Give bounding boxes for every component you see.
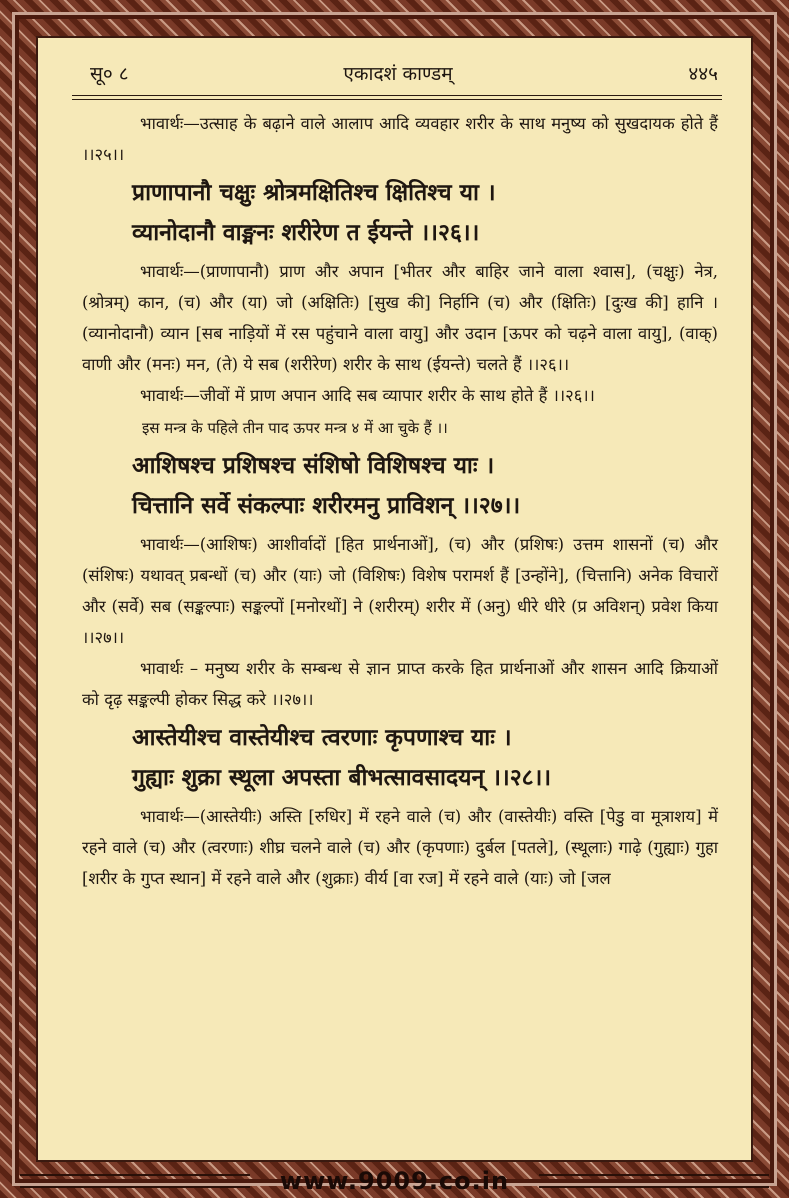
mantra-verse: आशिषश्च प्रशिषश्च संशिषो विशिषश्च याः ।	[132, 452, 495, 479]
header-rule	[72, 95, 722, 100]
page-body	[82, 108, 718, 894]
commentary-paragraph: भावार्थः – मनुष्य शरीर के सम्बन्ध से ज्ञान प्राप्त करके हित प्रार्थनाओं और शासन आदि क्रियाओं को दृढ़ सङ्कल्पी होकर सिद्ध करे ।।२७।।	[82, 659, 718, 709]
mantra-verse: आस्तेयीश्च वास्तेयीश्च त्वरणाः कृपणाश्च याः ।	[132, 724, 512, 751]
mantra-verse: व्यानोदानौ वाङ्मनः शरीरेण त ईयन्ते ।।२६।।	[132, 219, 480, 246]
editorial-note: इस मन्त्र के पहिले तीन पाद ऊपर मन्त्र ४ में आ चुके हैं ।।	[142, 419, 448, 437]
sutra-number: सू० ८	[90, 63, 129, 85]
mantra-verse: गुह्याः शुक्रा स्थूला अपस्ता बीभत्सावसादयन् ।।२८।।	[132, 764, 552, 791]
page-header	[78, 56, 718, 86]
website-url[interactable]: www.9009.co.in	[279, 1167, 510, 1195]
commentary-paragraph: भावार्थः—जीवों में प्राण अपान आदि सब व्यापार शरीर के साथ होते हैं ।।२६।।	[140, 386, 595, 405]
page-footer	[0, 1162, 789, 1198]
page-number: ४४५	[688, 63, 718, 85]
commentary-paragraph: भावार्थः—(आशिषः) आशीर्वादों [हित प्रार्थनाओं], (च) और (प्रशिषः) उत्तम शासनों (च) और (संशिषः) यथावत् प्रबन्धों (च) और (याः) जो (विशिषः) विशेष परामर्श हैं [उन्होंने], (चित्तानि) अनेक विचारों और (सर्वे) सब (सङ्कल्पाः) सङ्कल्पों [मनोरथों] ने (शरीरम्) शरीर में (अनु) धीरे धीरे (प्र अविशन्) प्रवेश किया ।।२७।।	[82, 535, 718, 647]
commentary-paragraph: भावार्थः—(आस्तेयीः) अस्ति [रुधिर] में रहने वाले (च) और (वास्तेयीः) वस्ति [पेडु वा मूत्राशय] में रहने वाले (च) और (त्वरणाः) शीघ्र चलने वाले (च) और (कृपणाः) दुर्बल [पतले], (स्थूलाः) गाढ़े (गुह्याः) गुहा [शरीर के गुप्त स्थान] में रहने वाले और (शुक्राः) वीर्य [वा रज] में रहने वाले (याः) जो [जल	[82, 807, 718, 888]
commentary-paragraph: भावार्थः—(प्राणापानौ) प्राण और अपान [भीतर और बाहिर जाने वाला श्वास], (चक्षुः) नेत्र, (श्रोत्रम्) कान, (च) और (या) जो (अक्षितिः) [सुख की] निर्हानि (च) और (क्षितिः) [दुःख की] हानि । (व्यानोदानौ) व्यान [सब नाड़ियों में रस पहुंचाने वाला वायु] और उदान [ऊपर को चढ़ने वाला वायु], (वाक्) वाणी और (मनः) मन, (ते) ये सब (शरीरेण) शरीर के साथ (ईयन्ते) चलते हैं ।।२६।।	[82, 262, 718, 374]
commentary-paragraph: भावार्थः—उत्साह के बढ़ाने वाले आलाप आदि व्यवहार शरीर के साथ मनुष्य को सुखदायक होते हैं ।।२५।।	[82, 114, 718, 164]
mantra-verse: चित्तानि सर्वे संकल्पाः शरीरमनु प्राविशन् ।।२७।।	[132, 492, 521, 519]
footer-ornament-right	[539, 1174, 769, 1188]
document-page	[36, 36, 753, 1162]
mantra-verse: प्राणापानौ चक्षुः श्रोत्रमक्षितिश्च क्षितिश्च या ।	[132, 179, 496, 206]
chapter-title: एकादशं काण्डम्	[343, 63, 453, 85]
